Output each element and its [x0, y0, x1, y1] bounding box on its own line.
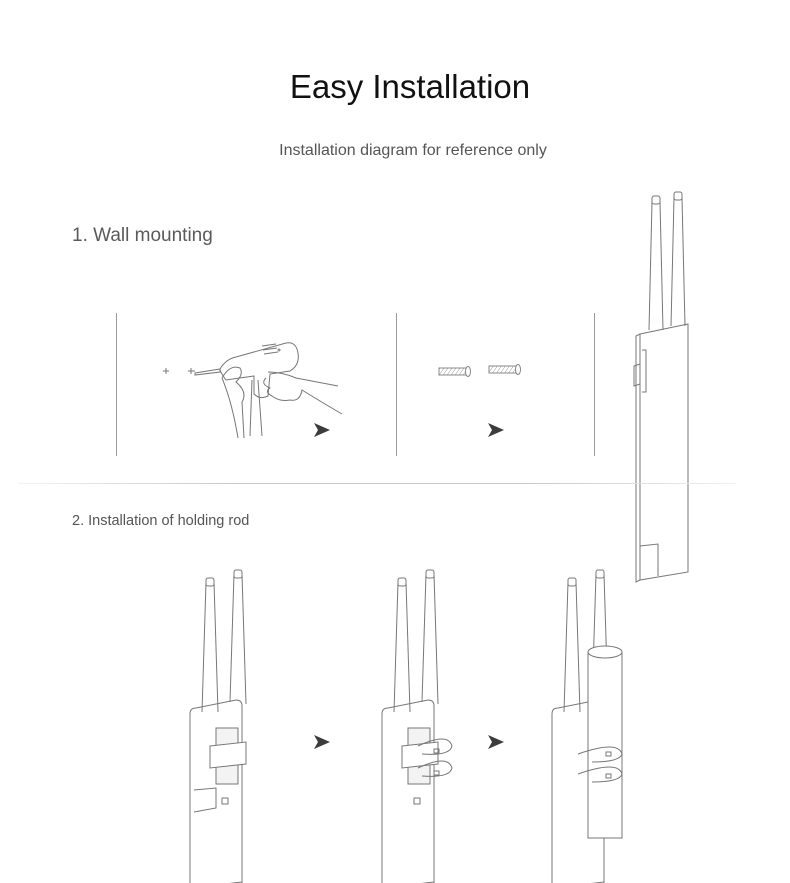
router-with-clamps-illustration: [378, 568, 468, 828]
step-divider: [594, 313, 595, 456]
screws-illustration: [436, 362, 526, 382]
step-divider: [116, 313, 117, 456]
arrow-right-icon: [488, 423, 506, 437]
section-divider: [18, 483, 736, 484]
router-on-pole-illustration: [548, 568, 638, 843]
router-wall-mounted-illustration: [630, 190, 700, 452]
arrow-right-icon: [488, 735, 506, 749]
router-back-bracket-illustration: [186, 568, 256, 828]
section-pole-mounting-label: 2. Installation of holding rod: [72, 513, 250, 529]
section-wall-mounting-label: 1. Wall mounting: [72, 225, 213, 246]
arrow-right-icon: [314, 423, 332, 437]
step-divider: [396, 313, 397, 456]
page-subtitle: Installation diagram for reference only: [279, 142, 547, 159]
arrow-right-icon: [314, 735, 332, 749]
page-title: Easy Installation: [289, 68, 531, 105]
